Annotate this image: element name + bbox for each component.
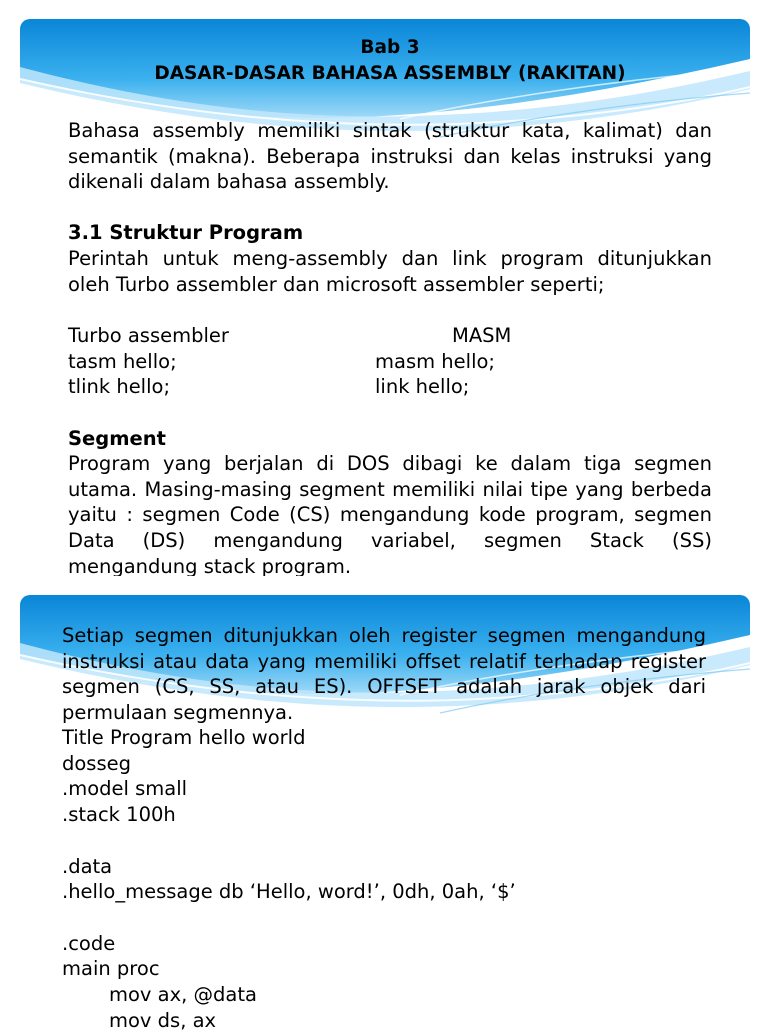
code-line: Title Program hello world: [62, 726, 306, 749]
code-line: .hello_message db ‘Hello, word!’, 0dh, 0ah, ‘$’: [62, 880, 516, 904]
code-line: main proc: [62, 957, 160, 981]
code-line: .stack 100h: [62, 803, 176, 827]
section-heading: 3.1 Struktur Program: [68, 221, 304, 244]
table-row: [68, 349, 712, 375]
code-line: .data: [62, 854, 113, 878]
code-line: .model small: [62, 777, 188, 801]
table-cell: masm hello;: [375, 349, 495, 373]
table-cell: tlink hello;: [68, 375, 171, 399]
command-table: [68, 323, 712, 400]
offset-paragraph: Setiap segmen ditunjukkan oleh register segmen mengandung instruksi atau data yang memiliki offset relatif terhadap register segmen (CS, SS, atau ES). OFFSET adalah jarak objek dari permulaan segmennya.: [62, 624, 706, 725]
code-line: .code: [62, 931, 116, 955]
code-line: mov ds, ax: [109, 1008, 217, 1032]
code-listing: [62, 725, 706, 1033]
slide-2: [20, 595, 750, 1035]
code-blank-line: [62, 828, 706, 854]
table-row: [68, 323, 712, 349]
intro-paragraph: Bahasa assembly memiliki sintak (struktur kata, kalimat) dan semantik (makna). Beberapa instruksi dan kelas instruksi yang dikenali dalam bahasa assembly.: [68, 119, 712, 194]
slide-1: [20, 19, 750, 576]
table-cell: tasm hello;: [68, 349, 177, 373]
table-header-masm: MASM: [452, 324, 512, 347]
segment-paragraph: Program yang berjalan di DOS dibagi ke dalam tiga segmen utama. Masing-masing segment memiliki nilai tipe yang berbeda yaitu : segmen Code (CS) mengandung kode program, segmen Data (DS) mengandung variabel, segmen Stack (SS) mengandung stack program.: [68, 452, 712, 576]
chapter-subtitle: DASAR-DASAR BAHASA ASSEMBLY (RAKITAN): [154, 63, 626, 84]
section-paragraph: Perintah untuk meng-assembly dan link program ditunjukkan oleh Turbo assembler dan microsoft assembler seperti;: [68, 247, 712, 296]
segment-heading: Segment: [68, 427, 166, 450]
code-line: dosseg: [62, 751, 132, 775]
code-line: mov ax, @data: [109, 983, 257, 1006]
table-row: [68, 374, 712, 400]
chapter-title: Bab 3: [360, 37, 420, 58]
table-header-turbo: Turbo assembler: [68, 324, 229, 347]
table-cell: link hello;: [375, 375, 470, 399]
code-blank-line: [62, 905, 706, 931]
